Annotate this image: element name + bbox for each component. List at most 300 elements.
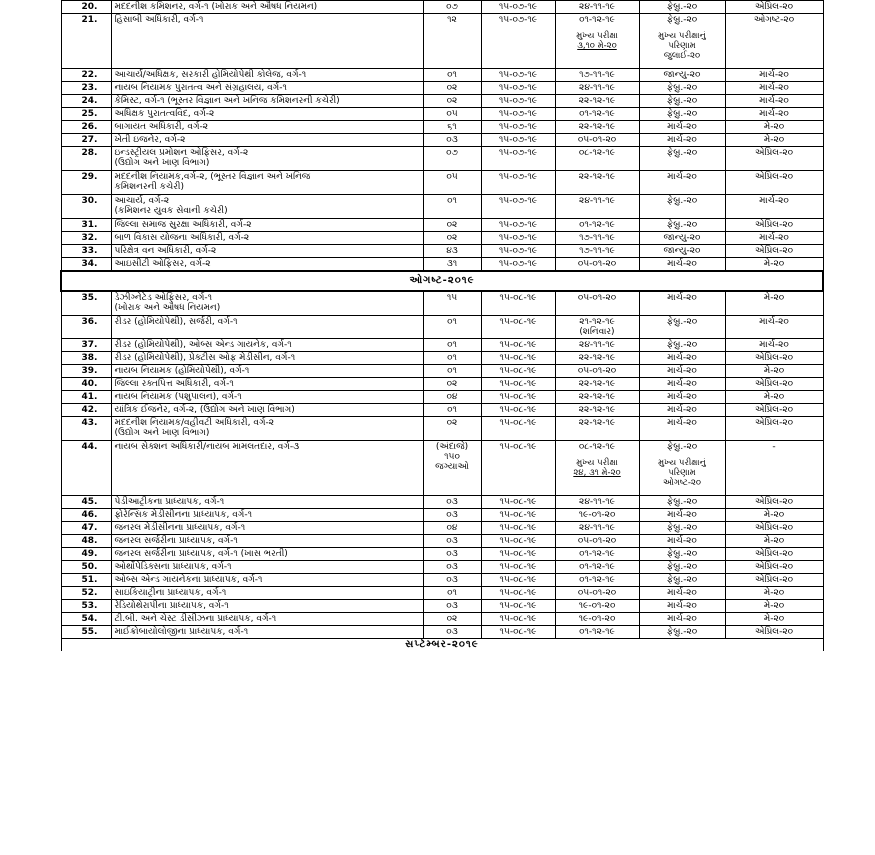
interview-month: ફેબ્રુ.-૨૦ [666,83,698,93]
final-result-month: - [772,441,776,452]
advertisement-date: ૧૫-૦૭-૧૯ [498,259,538,269]
posts-count-cell [423,508,481,521]
serial-number: 45. [81,496,98,507]
advertisement-date-cell [481,1,555,14]
interview-month: ફેબ્રુ.-૨૦ [666,196,698,206]
advertisement-date: ૧૫-૦૮-૧૯ [499,613,537,624]
post-title: મદદનીશ નિયામક/વહીવટી અધિકારી, વર્ગ-૨ [114,417,275,428]
table-row [61,147,823,171]
serial-number-cell [61,586,111,599]
final-result-cell [725,625,823,638]
post-title: નાયબ સેક્શન અધિકારી/નાયબ મામલતદાર, વર્ગ-૩ [114,441,300,452]
post-title-cell [111,147,423,171]
exam-date-cell [555,108,639,121]
posts-count-cell [423,134,481,147]
exam-date-cell [555,351,639,364]
advertisement-date-cell [481,521,555,534]
exam-date: ૨૨-૧૨-૧૯ [578,122,616,132]
final-result-month: મે-૨૦ [763,122,785,132]
post-title-cell [111,291,423,315]
advertisement-date: ૧૫-૦૮-૧૯ [499,365,537,376]
interview-month: માર્ચ-૨૦ [667,259,697,269]
exam-date-cell [555,495,639,508]
final-result-cell [725,195,823,219]
serial-number-cell [61,195,111,219]
post-title: રેડિયોથેરાપીના પ્રાધ્યાપક, વર્ગ-૧ [114,600,229,611]
section-header-august: ઓગષ્ટ-૨૦૧૯ [61,271,823,291]
interview-month-cell [639,219,725,232]
final-result-cell [725,586,823,599]
post-title-cell [111,586,423,599]
final-result-month: એપ્રિલ-૨૦ [754,352,794,363]
posts-count: ૦૪ [446,522,458,533]
advertisement-date-cell [481,625,555,638]
advertisement-date: ૧૫-૦૮-૧૯ [499,339,537,350]
final-result-month: મે-૨૦ [763,535,785,546]
posts-count: ૩૧ [446,259,458,269]
advertisement-date-cell [481,14,555,69]
serial-number: 27. [81,135,98,145]
final-result-cell [725,599,823,612]
advertisement-date: ૧૫-૦૮-૧૯ [499,548,537,559]
advertisement-date: ૧૫-૦૮-૧૯ [499,574,537,585]
interview-month: જાન્યુ-૨૦ [663,246,701,256]
posts-count-cell [423,560,481,573]
final-result-month: એપ્રિલ-૨૦ [754,148,794,158]
advertisement-date: ૧૫-૦૮-૧૯ [499,441,537,452]
serial-number: 50. [81,561,98,572]
exam-date-cell [555,258,639,272]
exam-date: ૨૪-૧૧-૧૯ [579,196,615,206]
final-result-month: માર્ચ-૨૦ [759,196,789,206]
final-result-month: મે-૨૦ [763,293,785,303]
interview-month-cell [639,521,725,534]
advertisement-date-cell [481,440,555,495]
post-title: જિલ્લા રક્તપિત્ત અધિકારી, વર્ગ-૧ [114,378,234,389]
posts-count-cell [423,495,481,508]
post-title: રીડર (હોમિયોપેથી), પ્રેક્ટીસ ઓફ મેડીસીન, વર્ગ-૧ [114,352,296,363]
posts-count-cell [423,147,481,171]
post-title-cell [111,351,423,364]
interview-month: માર્ચ-૨૦ [667,391,697,402]
serial-number: 28. [81,148,98,158]
final-result-cell [725,171,823,195]
post-title: સાઇકિયાટ્રીના પ્રાધ્યાપક, વર્ગ-૧ [114,587,227,598]
serial-number: 46. [81,509,98,520]
posts-count: ૦૩ [446,496,458,507]
post-title: ટી.બી. અને ચેસ્ટ ડીસીઝના પ્રાધ્યાપક, વર્ગ-૧ [114,613,277,624]
posts-count: ૦૨ [446,220,458,230]
posts-count-cell [423,534,481,547]
final-result-cell [725,219,823,232]
main-exam-label: મુખ્ય પરીક્ષા [576,31,618,41]
final-result-month: મે-૨૦ [763,135,785,145]
exam-date-cell [555,219,639,232]
table-row [61,315,823,338]
advertisement-date: ૧૫-૦૭-૧૯ [498,70,538,80]
post-title: હિસાબી અધિકારી, વર્ગ-૧ [114,15,204,25]
posts-count: ૦૧ [447,352,457,363]
exam-date: ૦૫-૦૧-૨૦ [577,535,617,546]
advertisement-date-cell [481,351,555,364]
advertisement-date: ૧૫-૦૮-૧૯ [499,417,537,428]
advertisement-date: ૧૫-૦૭-૧૯ [498,83,538,93]
interview-month-cell [639,121,725,134]
advertisement-date-cell [481,108,555,121]
posts-count-cell [423,171,481,195]
exam-date-cell [555,291,639,315]
advertisement-date: ૧૫-૦૭-૧૯ [498,135,538,145]
post-title: જનરલ સર્જરીના પ્રાધ્યાપક, વર્ગ-૧ [114,535,238,546]
posts-count: ૪૩ [446,246,458,256]
exam-date: ૦૮-૧૨-૧૯ [578,441,616,452]
post-title-cell [111,195,423,219]
serial-number: 43. [81,417,98,428]
post-title-cell [111,315,423,338]
advertisement-date: ૧૫-૦૮-૧૯ [499,352,537,363]
exam-date: ૨૪-૧૧-૧૯ [579,339,615,350]
interview-month: ફેબ્રુ.-૨૦ [666,441,698,452]
serial-number: 23. [81,83,98,93]
posts-count-cell [423,573,481,586]
post-title-cell [111,219,423,232]
final-result-month: મે-૨૦ [763,600,785,611]
final-result-month: એપ્રિલ-૨૦ [754,220,794,230]
exam-date-cell [555,82,639,95]
post-title: આચાર્ય, વર્ગ-૨ [114,196,170,206]
serial-number-cell [61,147,111,171]
advertisement-date: ૧૫-૦૭-૧૯ [498,172,538,182]
posts-count: ૦૫ [446,172,458,182]
table-row [61,560,823,573]
advertisement-date: ૧૫-૦૮-૧૯ [499,404,537,415]
serial-number: 44. [81,441,98,452]
final-result-month: માર્ચ-૨૦ [759,233,789,243]
post-title: પેડીઆટ્રીકના પ્રાધ્યાપક, વર્ગ-૧ [114,496,225,507]
advertisement-date: ૧૫-૦૮-૧૯ [499,378,537,389]
posts-count: ૦૧ [447,316,457,327]
serial-number: 38. [81,352,98,363]
interview-month-cell [639,377,725,390]
serial-number: 33. [81,246,98,256]
final-result-month: માર્ચ-૨૦ [759,339,789,350]
table-row [61,547,823,560]
advertisement-date-cell [481,560,555,573]
advertisement-date: ૧૫-૦૭-૧૯ [498,220,538,230]
advertisement-date-cell [481,612,555,625]
exam-date: ૧૭-૧૧-૧૯ [579,246,615,256]
exam-date-cell [555,147,639,171]
posts-count: ૦૭ [446,2,458,12]
serial-number-cell [61,508,111,521]
interview-month: ફેબ્રુ.-૨૦ [666,96,698,106]
final-result-cell [725,95,823,108]
exam-date: ૦૫-૦૧-૨૦ [577,587,617,598]
exam-date-cell [555,14,639,69]
post-title: આઇસીટી ઓફિસર, વર્ગ-૨ [114,259,211,269]
interview-month: માર્ચ-૨૦ [667,587,697,598]
table-row [61,416,823,440]
final-result-cell [725,495,823,508]
posts-count-cell [423,195,481,219]
final-result-cell [725,82,823,95]
serial-number: 37. [81,339,98,350]
post-title-cell [111,69,423,82]
serial-number-cell [61,625,111,638]
interview-month-cell [639,195,725,219]
post-title: ફોરેન્સિક મેડીસીનના પ્રાધ્યાપક, વર્ગ-૧ [114,509,253,520]
interview-month: ફેબ્રુ.-૨૦ [666,574,698,585]
posts-count: ૦૨ [446,233,458,243]
post-title-cell [111,232,423,245]
advertisement-date: ૧૫-૦૮-૧૯ [499,293,537,303]
posts-count: ૦૧ [447,196,457,206]
final-result-cell [725,245,823,258]
table-row [61,612,823,625]
interview-month-cell [639,547,725,560]
interview-month: માર્ચ-૨૦ [667,417,697,428]
advertisement-date-cell [481,573,555,586]
advertisement-date-cell [481,390,555,403]
posts-count: ૦૧ [447,339,457,350]
interview-month-cell [639,390,725,403]
serial-number-cell [61,573,111,586]
serial-number-cell [61,134,111,147]
interview-month-cell [639,416,725,440]
exam-date-cell [555,232,639,245]
post-title: પરિક્ષેત્ર વન અધિકારી, વર્ગ-૨ [114,246,217,256]
table-row [61,1,823,14]
advertisement-date: ૧૫-૦૭-૧૯ [498,96,538,106]
serial-number: 41. [81,391,98,402]
final-result-cell [725,612,823,625]
serial-number: 54. [81,613,98,624]
serial-number-cell [61,403,111,416]
post-title-cell [111,416,423,440]
final-result-cell [725,403,823,416]
exam-date: ૨૨-૧૨-૧૯ [578,96,616,106]
interview-month: માર્ચ-૨૦ [667,378,697,389]
interview-month-cell [639,82,725,95]
exam-date: ૦૧-૧૨-૧૯ [579,574,615,585]
interview-month-cell [639,599,725,612]
interview-month: ફેબ્રુ.-૨૦ [666,496,698,507]
serial-number: 36. [81,316,98,327]
main-result-word: પરિણામ [668,41,696,51]
interview-month-cell [639,560,725,573]
serial-number-cell [61,258,111,272]
main-exam-note [559,458,636,478]
post-title-cell [111,599,423,612]
section-header-september: સપ્ટેમ્બર-૨૦૧૯ [61,638,823,651]
advertisement-date-cell [481,586,555,599]
interview-month: માર્ચ-૨૦ [667,600,697,611]
posts-count-cell [423,351,481,364]
exam-date-cell [555,508,639,521]
advertisement-date-cell [481,599,555,612]
post-title-cell [111,82,423,95]
final-result-cell [725,508,823,521]
final-result-month: એપ્રિલ-૨૦ [754,496,794,507]
advertisement-date-cell [481,338,555,351]
table-row [61,258,823,272]
posts-count: ૧૨ [447,15,457,25]
final-result-cell [725,1,823,14]
interview-month: માર્ચ-૨૦ [667,509,697,520]
final-result-cell [725,232,823,245]
advertisement-date-cell [481,69,555,82]
post-title: નાયબ નિયામક (હોમિયોપેથી), વર્ગ-૧ [114,365,250,376]
interview-month: જાન્યુ-૨૦ [663,233,701,243]
post-title-cell [111,14,423,69]
post-title-note: (ઉદ્યોગ અને ખાણ વિભાગ) [114,158,210,168]
final-result-month: મે-૨૦ [763,587,785,598]
interview-month: ફેબ્રુ.-૨૦ [666,626,698,637]
final-result-month: એપ્રિલ-૨૦ [754,246,794,256]
post-title: ડેઝીગ્નેટેડ ઓફિસર, વર્ગ-૧ [114,293,213,303]
table-row [61,403,823,416]
final-result-cell [725,521,823,534]
interview-month-cell [639,95,725,108]
exam-date-cell [555,69,639,82]
final-result-cell [725,258,823,272]
final-result-month: મે-૨૦ [763,259,785,269]
interview-month: માર્ચ-૨૦ [667,352,697,363]
exam-date: ૨૧-૧૨-૧૯ [579,316,615,327]
post-title-cell [111,521,423,534]
posts-count: ૧૫ [446,293,458,303]
interview-month: ફેબ્રુ.-૨૦ [666,548,698,559]
interview-month-cell [639,351,725,364]
advertisement-date: ૧૫-૦૮-૧૯ [499,522,537,533]
final-result-cell [725,315,823,338]
serial-number-cell [61,219,111,232]
advertisement-date: ૧૫-૦૭-૧૯ [498,109,538,119]
serial-number-cell [61,69,111,82]
final-result-month: મે-૨૦ [763,365,785,376]
interview-month-cell [639,508,725,521]
post-title: જનરલ સર્જરીના પ્રાધ્યાપક, વર્ગ-૧ (ખાસ ભરતી) [114,548,288,559]
exam-date: ૨૪-૧૧-૧૯ [579,496,615,507]
exam-date-cell [555,625,639,638]
table-row [61,14,823,69]
exam-date: ૨૨-૧૨-૧૯ [578,417,616,428]
final-result-month: એપ્રિલ-૨૦ [754,561,794,572]
exam-date-cell [555,1,639,14]
posts-count-cell [423,625,481,638]
advertisement-date-cell [481,95,555,108]
post-title: ઓર્થોપેડિક્સના પ્રાધ્યાપક, વર્ગ-૧ [114,561,232,572]
interview-month: ફેબ્રુ.-૨૦ [666,316,698,327]
advertisement-date: ૧૫-૦૭-૧૯ [498,233,538,243]
advertisement-date-cell [481,364,555,377]
interview-month-cell [639,1,725,14]
table-row [61,121,823,134]
interview-month-cell [639,147,725,171]
posts-count: ૦૨ [446,378,458,389]
final-result-month: એપ્રિલ-૨૦ [754,574,794,585]
exam-date: ૧૭-૧૧-૧૯ [579,70,615,80]
advertisement-date: ૧૫-૦૮-૧૯ [499,316,537,327]
posts-count: ૦૩ [446,600,458,611]
main-result-note [643,458,722,488]
post-title-cell [111,508,423,521]
advertisement-date: ૧૫-૦૭-૧૯ [498,196,538,206]
advertisement-date: ૧૫-૦૮-૧૯ [499,535,537,546]
posts-count-cell [423,403,481,416]
posts-count: ૦૪ [446,391,458,402]
serial-number: 32. [81,233,98,243]
interview-month: ફેબ્રુ.-૨૦ [666,561,698,572]
posts-count: ૦૩ [446,535,458,546]
exam-date-cell [555,560,639,573]
exam-date-cell [555,245,639,258]
posts-count: ૦૨ [446,613,458,624]
final-result-month: માર્ચ-૨૦ [759,109,789,119]
interview-month-cell [639,14,725,69]
exam-date-cell [555,390,639,403]
recruitment-schedule-sheet [60,0,822,651]
table-row [61,134,823,147]
posts-count-cell [423,232,481,245]
final-result-month: માર્ચ-૨૦ [759,83,789,93]
final-result-month: મે-૨૦ [763,613,785,624]
post-title-cell [111,403,423,416]
exam-date: ૦૮-૧૨-૧૯ [578,148,616,158]
serial-number-cell [61,82,111,95]
post-title: ઇન્ડસ્ટ્રીયલ પ્રમોશન ઓફિસર, વર્ગ-૨ [114,148,249,158]
posts-count-cell [423,547,481,560]
posts-count-unit: જગ્યાઓ [435,461,469,472]
post-title: મદદનીશ નિયામક,વર્ગ-૨, (ભૂસ્તર વિજ્ઞાન અને ખનિજ [114,172,311,182]
main-exam-dates: ૩,૧૦ મે-૨૦ [577,41,617,51]
interview-month: ફેબ્રુ.-૨૦ [666,109,698,119]
posts-count-value: ૧૫૦ [444,451,460,462]
interview-month-cell [639,573,725,586]
post-title-cell [111,95,423,108]
serial-number-cell [61,232,111,245]
exam-date-cell [555,95,639,108]
main-exam-note [559,31,636,51]
post-title-note: (ઉદ્યોગ અને ખાણ વિભાગ) [114,427,210,438]
exam-date-cell [555,121,639,134]
final-result-cell [725,338,823,351]
table-row [61,95,823,108]
posts-count-cell [423,108,481,121]
serial-number-cell [61,612,111,625]
exam-date-cell [555,403,639,416]
final-result-cell [725,573,823,586]
advertisement-date-cell [481,82,555,95]
interview-month: માર્ચ-૨૦ [667,122,697,132]
posts-count: ૦૩ [446,561,458,572]
final-result-month: એપ્રિલ-૨૦ [754,2,794,12]
exam-date-cell [555,573,639,586]
post-title: નાયબ નિયામક (પશુપાલન), વર્ગ-૧ [114,391,242,402]
main-result-note [643,31,722,61]
post-title: ખેતી ઇજનેર, વર્ગ-૨ [114,135,186,145]
post-title: ઓબ્સ એન્ડ ગાયનેકના પ્રાધ્યાપક, વર્ગ-૧ [114,574,263,585]
advertisement-date: ૧૫-૦૮-૧૯ [499,496,537,507]
serial-number: 29. [81,172,98,182]
serial-number: 48. [81,535,98,546]
exam-date-cell [555,547,639,560]
exam-date: ૧૯-૦૧-૨૦ [578,600,616,611]
posts-count-cell [423,377,481,390]
posts-count-cell [423,1,481,14]
table-row [61,82,823,95]
posts-count-cell [423,219,481,232]
